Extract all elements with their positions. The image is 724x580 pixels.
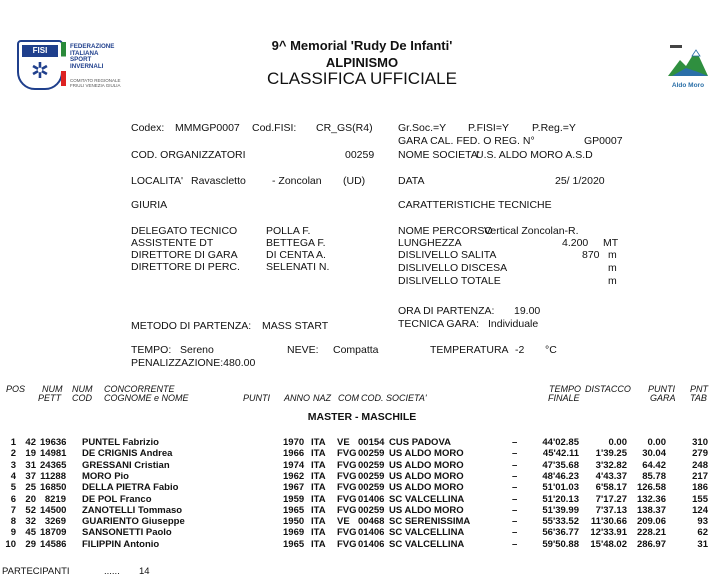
totale-unit: m — [608, 275, 617, 287]
cell-com: VE — [337, 516, 350, 528]
cell-tempo: 47'35.68 — [542, 459, 579, 471]
cell-distacco: 7'17.27 — [595, 493, 627, 505]
discipline-title: ALPINISMO — [325, 55, 399, 70]
cell-cod: 8219 — [44, 493, 66, 505]
percorso-label: NOME PERCORSO — [398, 225, 493, 237]
col-num2: NUM — [72, 384, 93, 394]
col-pnt: PNT — [690, 384, 708, 394]
cell-codsoc: 00259 — [358, 482, 385, 494]
aldo-moro-text: Aldo Moro — [671, 82, 705, 89]
cell-cod: 24365 — [40, 459, 67, 471]
cell-codsoc: 00259 — [358, 448, 385, 460]
data-value: 25/ 1/2020 — [555, 175, 605, 187]
cell-naz: ITA — [311, 482, 326, 494]
cell-cod: 18709 — [40, 527, 67, 539]
cell-name: DELLA PIETRA Fabio — [82, 482, 179, 494]
event-title: 9^ Memorial 'Rudy De Infanti' — [271, 38, 453, 53]
cell-naz: ITA — [311, 470, 326, 482]
cell-tempo: 56'36.77 — [542, 527, 579, 539]
cell-pos: 1 — [10, 437, 16, 448]
cell-cod: 3269 — [44, 516, 66, 528]
cell-com: FVG — [337, 538, 357, 550]
cell-anno: 1962 — [283, 470, 305, 482]
col-distacco: DISTACCO — [585, 384, 631, 394]
classification-title: CLASSIFICA UFFICIALE — [267, 69, 457, 88]
cell-anno: 1950 — [283, 516, 305, 528]
cell-punti: 85.78 — [642, 470, 666, 482]
salita-value: 870 — [582, 249, 600, 261]
cell-com: FVG — [337, 527, 357, 539]
cell-tempo: 44'02.85 — [542, 437, 579, 448]
cell-pett: 19 — [25, 448, 36, 460]
giuria-label: GIURIA — [131, 199, 168, 211]
dir-perc-label: DIRETTORE DI PERC. — [131, 261, 240, 273]
lunghezza-value: 4.200 — [562, 237, 589, 249]
table-row — [0, 527, 724, 538]
cell-pos: 8 — [10, 516, 16, 528]
salita-unit: m — [608, 249, 617, 261]
cell-punti: 132.36 — [636, 493, 666, 505]
cell-codsoc: 00259 — [358, 504, 385, 516]
table-row — [0, 448, 724, 459]
cell-anno: 1965 — [283, 538, 305, 550]
cell-anno: 1974 — [283, 459, 305, 471]
cell-distacco: 15'48.02 — [590, 538, 627, 550]
snowflake-star-icon: ✲ — [30, 58, 50, 83]
neve-value: Compatta — [333, 344, 379, 356]
col-punti: PUNTI — [243, 393, 270, 403]
cell-soc: US ALDO MORO — [389, 504, 464, 516]
cell-punti: 30.04 — [642, 448, 666, 460]
cell-codsoc: 01406 — [358, 538, 385, 550]
table-row — [0, 494, 724, 505]
cell-dash: – — [512, 459, 518, 471]
cell-tempo: 51'20.13 — [542, 493, 579, 505]
col-tempo: TEMPO — [549, 384, 582, 394]
cell-cod: 19636 — [40, 437, 67, 448]
pfisi-flag: P.FISI=Y — [468, 122, 509, 134]
cell-naz: ITA — [311, 504, 326, 516]
cell-soc: SC VALCELLINA — [389, 527, 465, 539]
col-punti-gara: PUNTI — [648, 384, 675, 394]
cell-anno: 1969 — [283, 527, 305, 539]
lunghezza-label: LUNGHEZZA — [398, 237, 462, 249]
cell-tempo: 59'50.88 — [542, 538, 579, 550]
penalizzazione: PENALIZZAZIONE:480.00 — [131, 357, 256, 369]
cod-org-value: 00259 — [345, 149, 375, 161]
cell-tempo: 51'39.99 — [542, 504, 579, 516]
cell-cod: 11288 — [40, 470, 66, 482]
cell-naz: ITA — [311, 448, 326, 460]
localita-label: LOCALITA' — [131, 175, 183, 187]
cell-anno: 1967 — [283, 482, 305, 494]
lunghezza-unit: MT — [603, 237, 619, 249]
delegato-label: DELEGATO TECNICO — [131, 225, 238, 237]
cell-pos: 2 — [10, 448, 16, 460]
cell-com: VE — [337, 437, 350, 448]
gara-cal-value: GP0007 — [584, 135, 623, 147]
cell-soc: SC SERENISSIMA — [389, 516, 471, 528]
cell-tempo: 48'46.23 — [542, 470, 579, 482]
grsoc-flag: Gr.Soc.=Y — [398, 122, 447, 134]
cell-punti: 64.42 — [642, 459, 666, 471]
cell-com: FVG — [337, 459, 357, 471]
caratt-label: CARATTERISTICHE TECNICHE — [398, 199, 552, 211]
cell-dash: – — [512, 437, 518, 448]
cell-dash: – — [512, 527, 518, 539]
cell-anno: 1970 — [283, 437, 305, 448]
cell-distacco: 3'32.82 — [595, 459, 627, 471]
cell-pos: 9 — [10, 527, 16, 539]
ora-label: ORA DI PARTENZA: — [398, 305, 495, 317]
cell-anno: 1966 — [283, 448, 305, 460]
category-title: MASTER - MASCHILE — [307, 411, 417, 423]
cell-soc: SC VALCELLINA — [389, 538, 465, 550]
cell-pett: 31 — [25, 459, 36, 471]
cell-punti: 126.58 — [636, 482, 666, 494]
cell-dash: – — [512, 504, 518, 516]
dir-gara-value: DI CENTA A. — [266, 249, 326, 261]
fisi-band: FISI — [22, 45, 58, 57]
cell-soc: US ALDO MORO — [389, 470, 464, 482]
codfisi-value: CR_GS(R4) — [316, 122, 373, 134]
cell-punti: 138.37 — [636, 504, 666, 516]
cell-distacco: 11'30.66 — [590, 516, 627, 528]
cell-name: FILIPPIN Antonio — [82, 538, 160, 550]
cell-naz: ITA — [311, 493, 326, 505]
cell-name: ZANOTELLI Tommaso — [82, 504, 183, 516]
codex-value: MMMGP0007 — [175, 122, 240, 134]
col-cognome: COGNOME e NOME — [104, 393, 189, 403]
cell-pett: 20 — [25, 493, 36, 505]
table-row — [0, 460, 724, 471]
tempo-label: TEMPO: — [131, 344, 172, 356]
fisi-logo-text: FEDERAZIONE ITALIANA SPORT INVERNALI — [70, 43, 115, 70]
cell-pos: 3 — [10, 459, 16, 471]
cell-distacco: 4'43.37 — [595, 470, 627, 482]
table-row — [0, 539, 724, 550]
col-concorrente: CONCORRENTE — [104, 384, 175, 394]
cell-codsoc: 01406 — [358, 493, 385, 505]
col-gara: GARA — [650, 393, 676, 403]
cell-pett: 52 — [25, 504, 36, 516]
cell-dash: – — [512, 470, 518, 482]
totale-label: DISLIVELLO TOTALE — [398, 275, 501, 287]
cod-org-label: COD. ORGANIZZATORI — [131, 149, 246, 161]
cell-tab: 310 — [692, 437, 708, 448]
cell-distacco: 6'58.17 — [595, 482, 627, 494]
ora-value: 19.00 — [514, 305, 541, 317]
cell-name: GRESSANI Cristian — [82, 459, 170, 471]
cell-codsoc: 00154 — [358, 437, 385, 448]
cell-tab: 279 — [692, 448, 708, 460]
cell-soc: CUS PADOVA — [389, 437, 451, 448]
cell-tab: 124 — [692, 504, 708, 516]
table-row — [0, 482, 724, 493]
neve-label: NEVE: — [287, 344, 319, 356]
cell-tempo: 45'42.11 — [542, 448, 579, 460]
localita-value2: - Zoncolan — [272, 175, 322, 187]
cell-name: PUNTEL Fabrizio — [82, 437, 159, 448]
partecipanti-label: PARTECIPANTI — [2, 566, 70, 577]
nome-soc-value: U.S. ALDO MORO A.S.D — [476, 149, 593, 161]
preg-flag: P.Reg.=Y — [532, 122, 576, 134]
temperatura-value: -2 — [515, 344, 525, 356]
cell-com: FVG — [337, 470, 357, 482]
partecipanti-dots: ...... — [104, 566, 120, 577]
cell-punti: 286.97 — [636, 538, 666, 550]
cell-codsoc: 00468 — [358, 516, 385, 528]
cell-name: MORO Pio — [82, 470, 129, 482]
cell-codsoc: 00259 — [358, 459, 385, 471]
provincia-value: (UD) — [343, 175, 366, 187]
cell-tempo: 55'33.52 — [542, 516, 579, 528]
col-codsoc: COD. SOCIETA' — [361, 393, 427, 403]
col-com: COM — [338, 393, 359, 403]
tecnica-value: Individuale — [488, 318, 539, 330]
cell-dash: – — [512, 538, 518, 550]
cell-punti: 228.21 — [636, 527, 666, 539]
cell-pos: 5 — [10, 482, 16, 494]
cell-tab: 217 — [692, 470, 708, 482]
assistente-label: ASSISTENTE DT — [131, 237, 214, 249]
cell-pos: 7 — [10, 504, 16, 516]
codfisi-label: Cod.FISI: — [252, 122, 297, 134]
cell-naz: ITA — [311, 459, 326, 471]
cell-naz: ITA — [311, 516, 326, 528]
cell-name: SANSONETTI Paolo — [82, 527, 172, 539]
discesa-label: DISLIVELLO DISCESA — [398, 262, 508, 274]
cell-tab: 186 — [692, 482, 708, 494]
cell-pett: 32 — [25, 516, 36, 528]
cell-distacco: 0.00 — [608, 437, 627, 448]
cell-dash: – — [512, 493, 518, 505]
cell-dash: – — [512, 516, 518, 528]
fisi-logo-subtext: COMITATO REGIONALE FRIULI VENEZIA GIULIA — [70, 78, 121, 88]
cell-com: FVG — [337, 448, 357, 460]
cell-soc: SC VALCELLINA — [389, 493, 465, 505]
table-row — [0, 505, 724, 516]
cell-tab: 248 — [692, 459, 708, 471]
col-pett: PETT — [38, 393, 62, 403]
cell-soc: US ALDO MORO — [389, 448, 464, 460]
cell-com: FVG — [337, 493, 357, 505]
temperatura-label: TEMPERATURA — [430, 344, 509, 356]
cell-cod: 14981 — [40, 448, 67, 460]
cell-codsoc: 01406 — [358, 527, 385, 539]
cell-com: FVG — [337, 482, 357, 494]
cell-soc: US ALDO MORO — [389, 482, 464, 494]
cell-naz: ITA — [311, 437, 326, 448]
cell-pett: 25 — [25, 482, 36, 494]
cell-tab: 62 — [697, 527, 708, 539]
col-num1: NUM — [42, 384, 63, 394]
localita-value: Ravascletto — [191, 175, 246, 187]
cell-punti: 0.00 — [647, 437, 666, 448]
col-naz: NAZ — [313, 393, 331, 403]
metodo-label: METODO DI PARTENZA: — [131, 320, 252, 332]
cell-cod: 16850 — [40, 482, 67, 494]
cell-distacco: 12'33.91 — [590, 527, 627, 539]
cell-tab: 93 — [697, 516, 708, 528]
table-row — [0, 471, 724, 482]
metodo-value: MASS START — [262, 320, 329, 332]
nome-soc-label: NOME SOCIETA' — [398, 149, 480, 161]
discesa-unit: m — [608, 262, 617, 274]
col-pos: POS — [6, 384, 26, 394]
cell-punti: 209.06 — [636, 516, 666, 528]
partecipanti-value: 14 — [139, 566, 150, 577]
col-finale: FINALE — [548, 393, 580, 403]
cell-distacco: 1'39.25 — [595, 448, 627, 460]
cell-pos: 4 — [10, 470, 16, 482]
gara-cal-label: GARA CAL. FED. O REG. N° — [398, 135, 535, 147]
cell-dash: – — [512, 482, 518, 494]
cell-pett: 45 — [25, 527, 36, 539]
cell-pos: 6 — [10, 493, 16, 505]
cell-name: GUARIENTO Giuseppe — [82, 516, 185, 528]
cell-cod: 14586 — [40, 538, 67, 550]
table-row — [0, 437, 724, 448]
cell-cod: 14500 — [40, 504, 67, 516]
cell-name: DE POL Franco — [82, 493, 152, 505]
delegato-value: POLLA F. — [266, 225, 311, 237]
cell-anno: 1965 — [283, 504, 305, 516]
tecnica-label: TECNICA GARA: — [398, 318, 480, 330]
cell-tab: 31 — [697, 538, 708, 550]
salita-label: DISLIVELLO SALITA — [398, 249, 497, 261]
cell-soc: US ALDO MORO — [389, 459, 464, 471]
cell-com: FVG — [337, 504, 357, 516]
cell-tab: 155 — [692, 493, 708, 505]
cell-name: DE CRIGNIS Andrea — [82, 448, 173, 460]
cell-tempo: 51'01.03 — [542, 482, 579, 494]
cell-pos: 10 — [5, 538, 16, 550]
percorso-value: Vertical Zoncolan-R. — [484, 225, 579, 237]
codex-label: Codex: — [131, 122, 165, 134]
cell-naz: ITA — [311, 538, 326, 550]
cell-anno: 1959 — [283, 493, 305, 505]
cell-codsoc: 00259 — [358, 470, 385, 482]
data-label: DATA — [398, 175, 425, 187]
cell-dash: – — [512, 448, 518, 460]
tempo-value: Sereno — [180, 344, 214, 356]
dir-perc-value: SELENATI N. — [266, 261, 330, 273]
temperatura-unit: °C — [545, 344, 557, 356]
cell-pett: 42 — [25, 437, 36, 448]
col-cod: COD — [72, 393, 92, 403]
dir-gara-label: DIRETTORE DI GARA — [131, 249, 238, 261]
table-row — [0, 516, 724, 527]
assistente-value: BETTEGA F. — [266, 237, 326, 249]
cell-distacco: 7'37.13 — [595, 504, 627, 516]
cell-pett: 37 — [25, 470, 36, 482]
cell-pett: 29 — [25, 538, 36, 550]
col-anno: ANNO — [284, 393, 311, 403]
col-tab: TAB — [690, 393, 707, 403]
cell-naz: ITA — [311, 527, 326, 539]
